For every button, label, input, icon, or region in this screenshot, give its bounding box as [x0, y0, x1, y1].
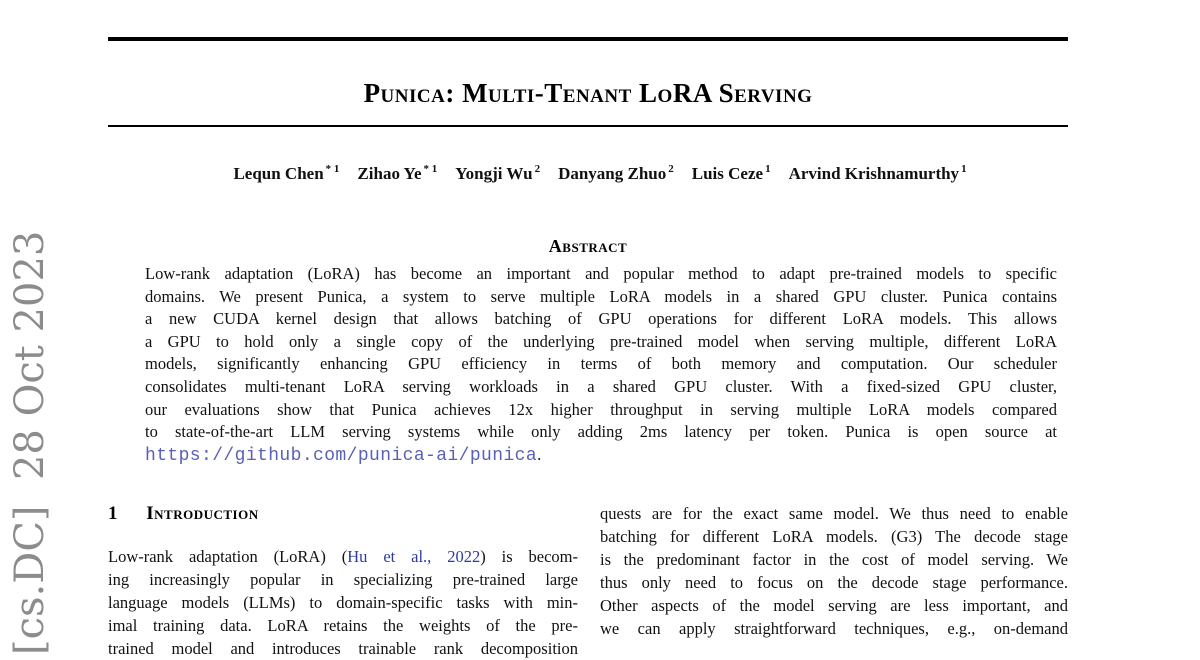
text-span: our evaluations show that Punica achieves 12x higher throughput in serving multiple LoRA models compared [145, 399, 1057, 419]
text-line [145, 331, 1057, 354]
author-affiliation-mark: * 1 [325, 163, 340, 175]
abstract-heading: Abstract [548, 236, 628, 256]
text-line [145, 399, 1057, 422]
text-span: ing increasingly popular in specializing pre-trained large [108, 570, 578, 589]
text-line [145, 353, 1057, 376]
text-span: domains. We present Punica, a system to serve multiple LoRA models in a shared GPU cluster. Punica contains [145, 286, 1057, 306]
text-span: to state-of-the-art LLM serving systems while only adding 2ms latency per token. Punica is open source at [145, 422, 1057, 442]
author-name: Danyang Zhuo $^2$ [558, 163, 674, 183]
text-span: language models (LLMs) to domain-specific tasks with min- [108, 593, 578, 612]
github-link[interactable]: https://github.com/punica-ai/punica [145, 445, 538, 466]
text-line [108, 568, 578, 591]
introduction-text [108, 545, 578, 660]
author-name: Luis Ceze $^1$ [691, 163, 771, 183]
text-span: trained model and introduces trainable rank decomposition [108, 639, 578, 658]
paper-title: Punica: Multi-Tenant LoRA Serving [363, 78, 813, 109]
author-affiliation-mark: 2 [534, 163, 541, 175]
text-line [108, 545, 578, 568]
citation-link[interactable]: Hu et al., 2022 [347, 547, 481, 566]
text-line [600, 548, 1068, 571]
author-affiliation-mark: 2 [668, 163, 674, 175]
text-span: . [537, 444, 542, 464]
text-line [108, 591, 578, 614]
text-line [145, 444, 1057, 468]
text-span: a GPU to hold only a single copy of the underlying pre-trained model when serving multiple, different LoRA [145, 331, 1057, 351]
text-span: a new CUDA kernel design that allows batching of GPU operations for different LoRA models. This allows [145, 309, 1057, 329]
section-title: Introduction [146, 503, 259, 524]
section-number: 1 [108, 503, 118, 524]
text-span: thus only need to focus on the decode stage performance. [600, 573, 1068, 592]
author-name: Zihao Ye $^{* 1}$ [357, 163, 438, 183]
text-span: Low-rank adaptation (LoRA) has become an important and popular method to adapt pre-trained models to specific [145, 264, 1057, 283]
text-line [600, 502, 1068, 525]
text-line [600, 594, 1068, 617]
text-line [145, 308, 1057, 331]
text-span: quests are for the exact same model. We thus need to enable [600, 504, 1068, 523]
author-name: Yongji Wu $^2$ [455, 163, 541, 183]
text-line [600, 571, 1068, 594]
left-column [108, 502, 578, 660]
title-rule [108, 125, 1068, 127]
text-line [108, 614, 578, 637]
arxiv-watermark: [cs.DC] 28 Oct 2023 [7, 230, 53, 655]
text-line [108, 637, 578, 660]
author-name: Arvind Krishnamurthy $^1$ [788, 163, 967, 183]
section-heading-introduction [108, 502, 578, 526]
text-line [145, 286, 1057, 309]
text-span: we can apply straightforward techniques, e.g., on-demand [600, 619, 1068, 638]
text-line [145, 421, 1057, 444]
text-span: imal training data. LoRA retains the weights of the pre- [108, 616, 578, 635]
text-span: consolidates multi-tenant LoRA serving workloads in a shared GPU cluster. With a fixed-sized GPU cluster, [145, 376, 1057, 396]
text-line [600, 525, 1068, 548]
text-span: Low-rank adaptation (LoRA) ( [108, 547, 348, 566]
author-list [68, 163, 1132, 184]
text-line [600, 617, 1068, 640]
text-span: Other aspects of the model serving are less important, and [600, 596, 1068, 615]
right-column [600, 502, 1068, 640]
text-span: is the predominant factor in the cost of model serving. We [600, 550, 1068, 569]
top-rule [108, 37, 1068, 41]
text-line [145, 376, 1057, 399]
author-affiliation-mark: * 1 [423, 163, 438, 175]
text-span: ) is becom- [480, 547, 579, 566]
author-affiliation-mark: 1 [961, 163, 967, 175]
text-span: models, significantly enhancing GPU efficiency in terms of both memory and computation. Our scheduler [145, 354, 1057, 374]
text-span: batching for different LoRA models. (G3) The decode stage [600, 527, 1068, 546]
author-name: Lequn Chen $^{* 1}$ [233, 163, 340, 183]
abstract-body [145, 263, 1057, 467]
text-line [145, 263, 1057, 286]
author-affiliation-mark: 1 [765, 163, 771, 175]
